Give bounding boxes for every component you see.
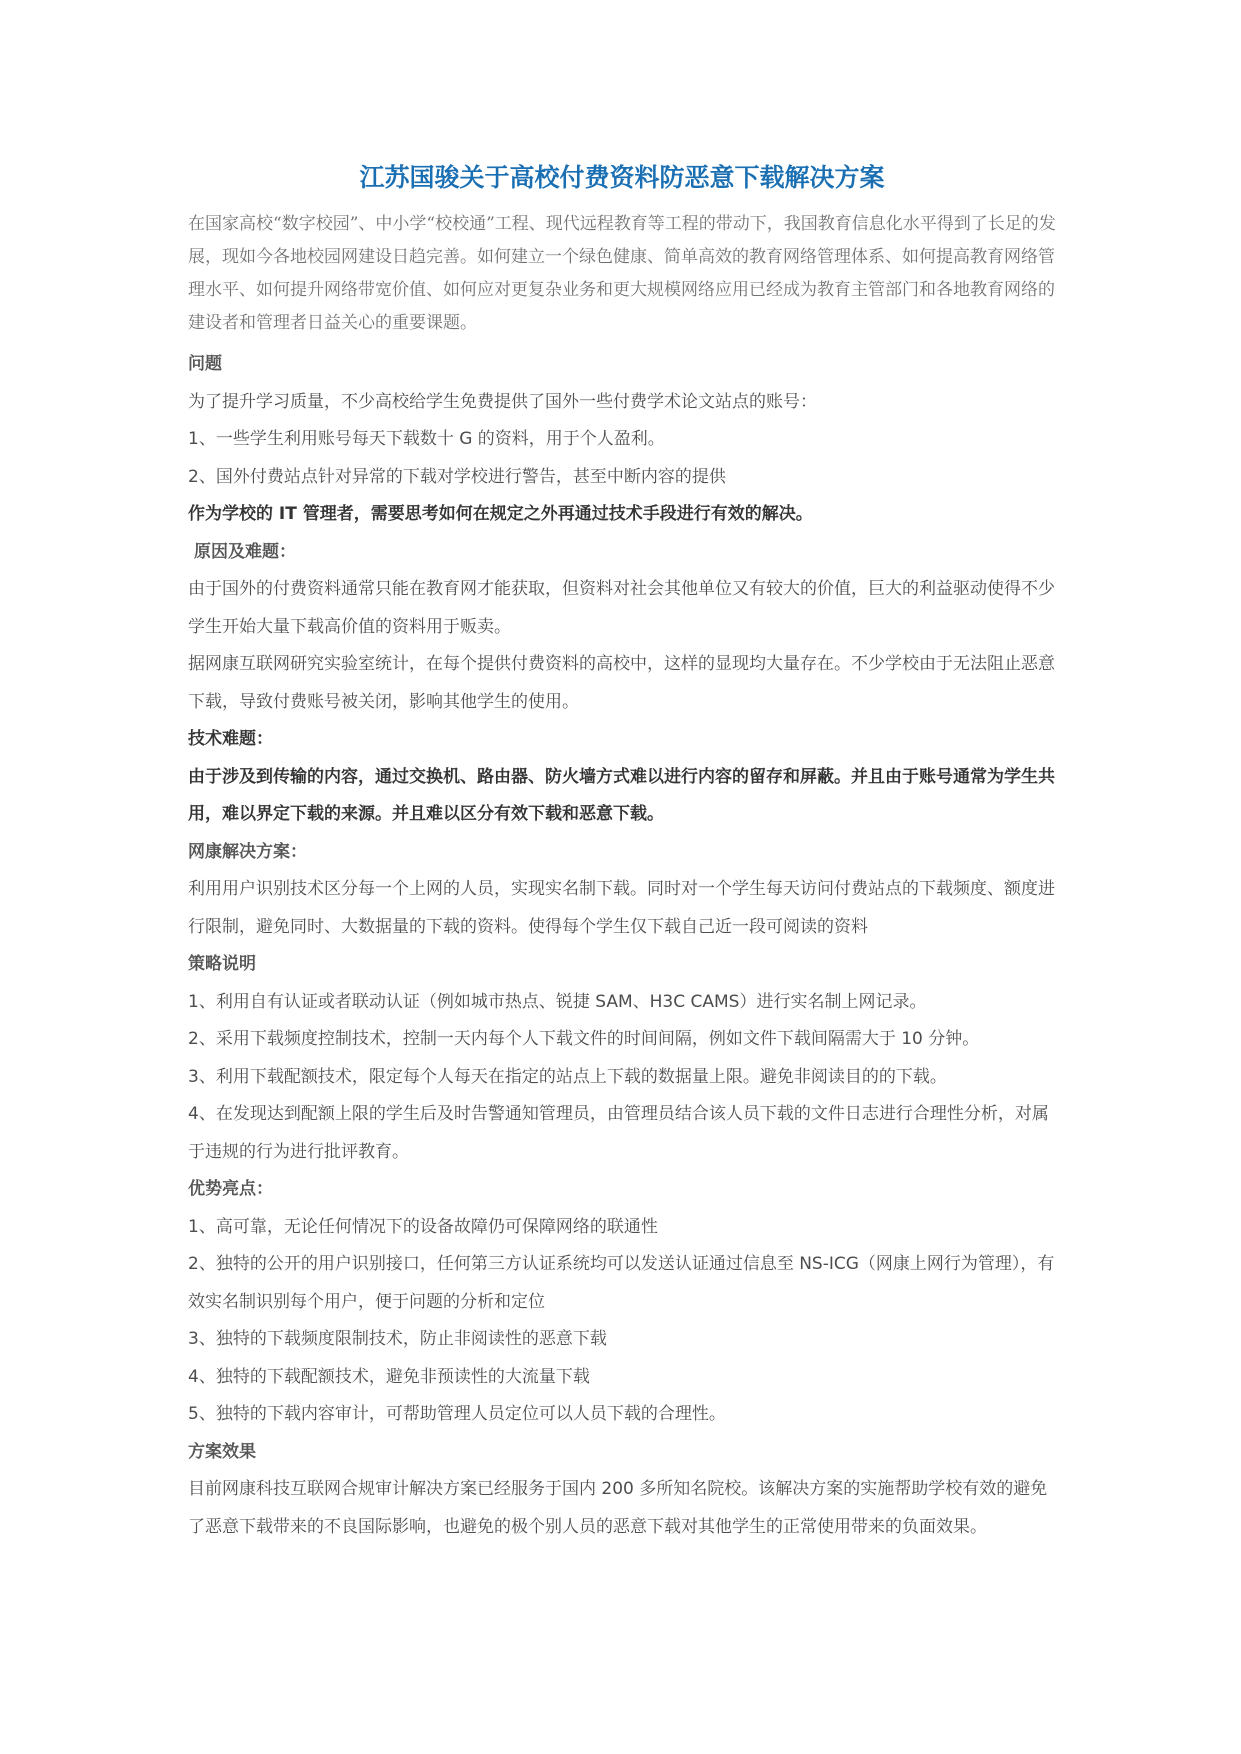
strategy-heading: 策略说明 xyxy=(188,954,256,974)
strategy-item: 1、利用自有认证或者联动认证（例如城市热点、锐捷 SAM、H3C CAMS）进行实名制上网记录。 xyxy=(188,991,927,1012)
document-title: 江苏国骏关于高校付费资料防恶意下载解决方案 xyxy=(359,163,885,192)
advantage-item: 5、独特的下载内容审计，可帮助管理人员定位可以人员下载的合理性。 xyxy=(188,1404,726,1424)
effect-text: 目前网康科技互联网合规审计解决方案已经服务于国内 200 多所知名院校。该解决方案的实施帮助学校有效的避免了恶意下载带来的不良国际影响，也避免的极个别人员的恶意下载对其他学生的正常使用带来的负面效果。 xyxy=(188,1479,1048,1537)
document-page xyxy=(188,160,1056,1546)
advantage-item: 2、独特的公开的用户识别接口，任何第三方认证系统均可以发送认证通过信息至 NS-ICG（网康上网行为管理），有效实名制识别每个用户，便于问题的分析和定位 xyxy=(188,1254,1055,1312)
advantage-item: 1、高可靠，无论任何情况下的设备故障仍可保障网络的联通性 xyxy=(188,1216,658,1237)
strategy-item: 3、利用下载配额技术，限定每个人每天在指定的站点上下载的数据量上限。避免非阅读目的的下载。 xyxy=(188,1066,947,1087)
tech-emphasis: 由于涉及到传输的内容，通过交换机、路由器、防火墙方式难以进行内容的留存和屏蔽。并且由于账号通常为学生共用，难以界定下载的来源。并且难以区分有效下载和恶意下载。 xyxy=(188,766,1055,824)
problem-item: 1、一些学生利用账号每天下载数十 G 的资料，用于个人盈利。 xyxy=(188,429,665,449)
problem-lead: 为了提升学习质量，不少高校给学生免费提供了国外一些付费学术论文站点的账号： xyxy=(188,391,817,412)
effect-heading: 方案效果 xyxy=(188,1441,256,1462)
advantage-item: 3、独特的下载频度限制技术，防止非阅读性的恶意下载 xyxy=(188,1329,607,1349)
solution-heading: 网康解决方案： xyxy=(188,841,307,862)
problem-emphasis: 作为学校的 IT 管理者，需要思考如何在规定之外再通过技术手段进行有效的解决。 xyxy=(188,504,813,524)
strategy-item: 2、采用下载频度控制技术，控制一天内每个人下载文件的时间间隔，例如文件下载间隔需大于 10 分钟。 xyxy=(188,1029,980,1049)
intro-paragraph: 在国家高校“数字校园”、中小学“校校通”工程、现代远程教育等工程的带动下，我国教育信息化水平得到了长足的发展，现如今各地校园网建设日趋完善。如何建立一个绿色健康、简单高效的教育网络管理体系、如何提高教育网络管理水平、如何提升网络带宽价值、如何应对更复杂业务和更大规模网络应用已经成为教育主管部门和各地教育网络的建设者和管理者日益关心的重要课题。 xyxy=(188,214,1056,333)
causes-paragraph: 据网康互联网研究实验室统计，在每个提供付费资料的高校中，这样的显现均大量存在。不少学校由于无法阻止恶意下载，导致付费账号被关闭，影响其他学生的使用。 xyxy=(188,654,1055,712)
advantages-heading: 优势亮点： xyxy=(188,1179,273,1199)
tech-heading: 技术难题： xyxy=(188,729,273,749)
strategy-item: 4、在发现达到配额上限的学生后及时告警通知管理员，由管理员结合该人员下载的文件日志进行合理性分析，对属于违规的行为进行批评教育。 xyxy=(188,1104,1049,1162)
problem-heading: 问题 xyxy=(188,354,222,374)
causes-paragraph: 由于国外的付费资料通常只能在教育网才能获取，但资料对社会其他单位又有较大的价值，巨大的利益驱动使得不少学生开始大量下载高价值的资料用于贩卖。 xyxy=(188,579,1055,637)
problem-item: 2、国外付费站点针对异常的下载对学校进行警告，甚至中断内容的提供 xyxy=(188,466,726,487)
causes-heading: 原因及难题： xyxy=(194,541,296,562)
advantage-item: 4、独特的下载配额技术，避免非预读性的大流量下载 xyxy=(188,1366,590,1387)
solution-text: 利用用户识别技术区分每一个上网的人员，实现实名制下载。同时对一个学生每天访问付费站点的下载频度、额度进行限制，避免同时、大数据量的下载的资料。使得每个学生仅下载自己近一段可阅读的资料 xyxy=(188,879,1055,937)
